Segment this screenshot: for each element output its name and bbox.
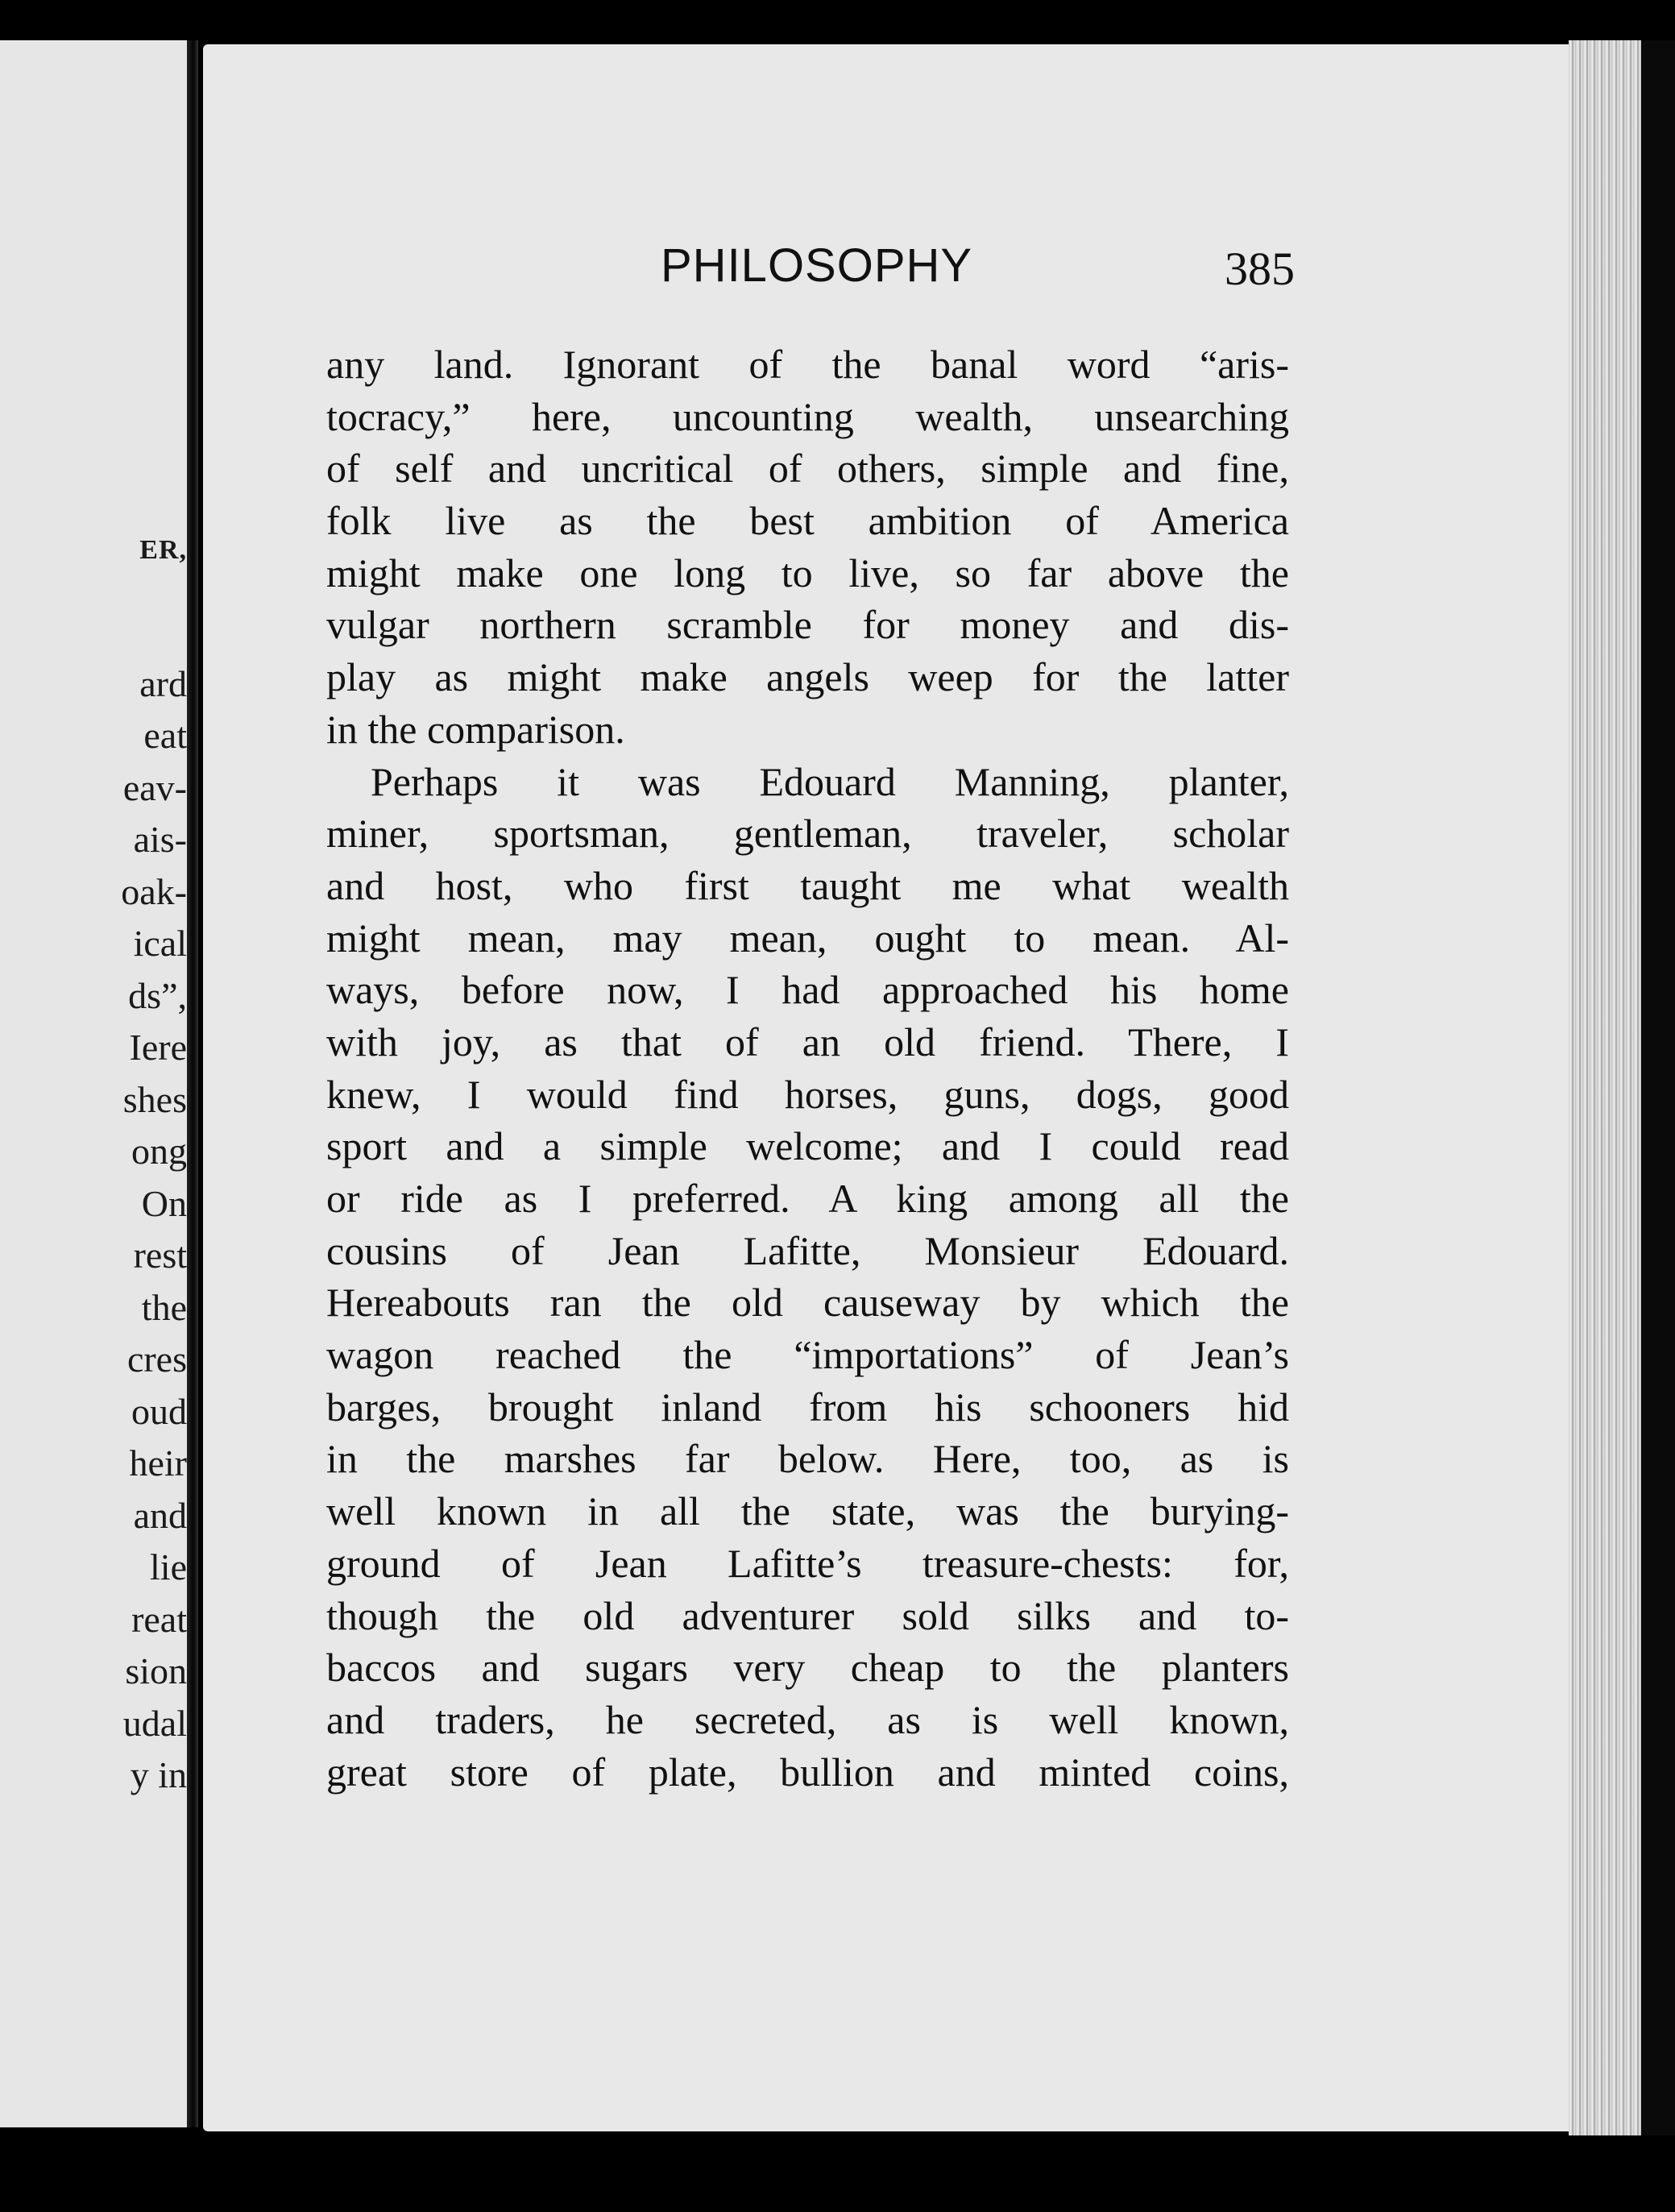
facing-page-fragment: ong	[131, 1131, 187, 1172]
text-line: Perhaps it was Edouard Manning, planter,	[371, 758, 1289, 804]
text-line: though the old adventurer sold silks and to-	[326, 1592, 1289, 1638]
facing-page-fragment: eav-	[122, 767, 187, 808]
page-edges	[1569, 40, 1641, 2135]
text-line: or ride as I preferred. A king among all the	[326, 1176, 1289, 1221]
facing-page-fragment: heir	[129, 1442, 187, 1484]
text-line: sport and a simple welcome; and I could read	[326, 1123, 1289, 1169]
text-line: in the marshes far below. Here, too, as is	[326, 1436, 1289, 1482]
text-line: vulgar northern scramble for money and dis-	[326, 602, 1289, 648]
body-text	[326, 338, 1289, 1798]
facing-page-fragment: ard	[139, 663, 187, 704]
facing-page-fragment: shes	[122, 1079, 187, 1120]
text-line: and host, who first taught me what wealth	[326, 862, 1289, 908]
text-line: folk live as the best ambition of America	[326, 498, 1289, 544]
facing-page-fragment: sion	[125, 1650, 187, 1691]
text-line: wagon reached the “importations” of Jean’s	[326, 1332, 1289, 1378]
facing-page-fragment: ER,	[139, 535, 187, 565]
text-line: ways, before now, I had approached his home	[326, 967, 1289, 1013]
facing-page-fragment: eat	[143, 715, 187, 756]
text-line: well known in all the state, was the burying-	[326, 1488, 1289, 1534]
facing-page-fragment: ais-	[133, 819, 187, 860]
text-line: tocracy,” here, uncounting wealth, unsearching	[326, 393, 1289, 439]
text-line: miner, sportsman, gentleman, traveler, scholar	[326, 811, 1289, 857]
facing-page-fragment: oak-	[121, 871, 187, 912]
text-line: any land. Ignorant of the banal word “aris-	[326, 342, 1289, 387]
facing-page-fragment: reat	[131, 1599, 187, 1640]
facing-page-fragment: lie	[150, 1546, 187, 1587]
paragraph	[326, 756, 1289, 1799]
text-line: of self and uncritical of others, simple and fine,	[326, 446, 1289, 492]
text-line: and traders, he secreted, as is well known,	[326, 1696, 1289, 1742]
text-line: baccos and sugars very cheap to the planters	[326, 1645, 1289, 1691]
text-line: might mean, may mean, ought to mean. Al-	[326, 915, 1289, 961]
facing-page-fragment: Iere	[129, 1027, 187, 1068]
running-header: PHILOSOPHY	[661, 239, 973, 292]
facing-page-fragment: ical	[133, 923, 187, 964]
facing-page-fragment: oud	[131, 1391, 187, 1432]
text-line: in the comparison.	[326, 706, 625, 752]
text-line: might make one long to live, so far above the	[326, 550, 1289, 596]
text-line: knew, I would find horses, guns, dogs, good	[326, 1071, 1289, 1117]
text-line: Hereabouts ran the old causeway by which the	[326, 1280, 1289, 1326]
facing-page-fragment: cres	[126, 1338, 187, 1380]
text-line: great store of plate, bullion and minted coins,	[326, 1749, 1289, 1795]
facing-page	[0, 40, 187, 2127]
facing-page-fragment: the	[141, 1287, 187, 1328]
facing-page-fragment: rest	[133, 1235, 187, 1276]
facing-page-fragment: ds”,	[128, 975, 187, 1016]
paragraph	[326, 338, 1289, 756]
text-line: barges, brought inland from his schooners hid	[326, 1384, 1289, 1430]
book-gutter	[187, 40, 198, 2127]
text-line: cousins of Jean Lafitte, Monsieur Edouard.	[326, 1227, 1289, 1273]
text-line: with joy, as that of an old friend. There, I	[326, 1019, 1289, 1064]
facing-page-fragment: y in	[130, 1754, 187, 1795]
facing-page-fragment: and	[133, 1495, 187, 1536]
facing-page-fragment: On	[141, 1183, 187, 1224]
text-line: ground of Jean Lafitte’s treasure-chests: for,	[326, 1540, 1289, 1586]
text-line: play as might make angels weep for the latter	[326, 654, 1289, 700]
book-cover-edge	[1641, 40, 1675, 2135]
facing-page-fragment: udal	[122, 1703, 187, 1744]
page-number: 385	[1225, 243, 1295, 295]
